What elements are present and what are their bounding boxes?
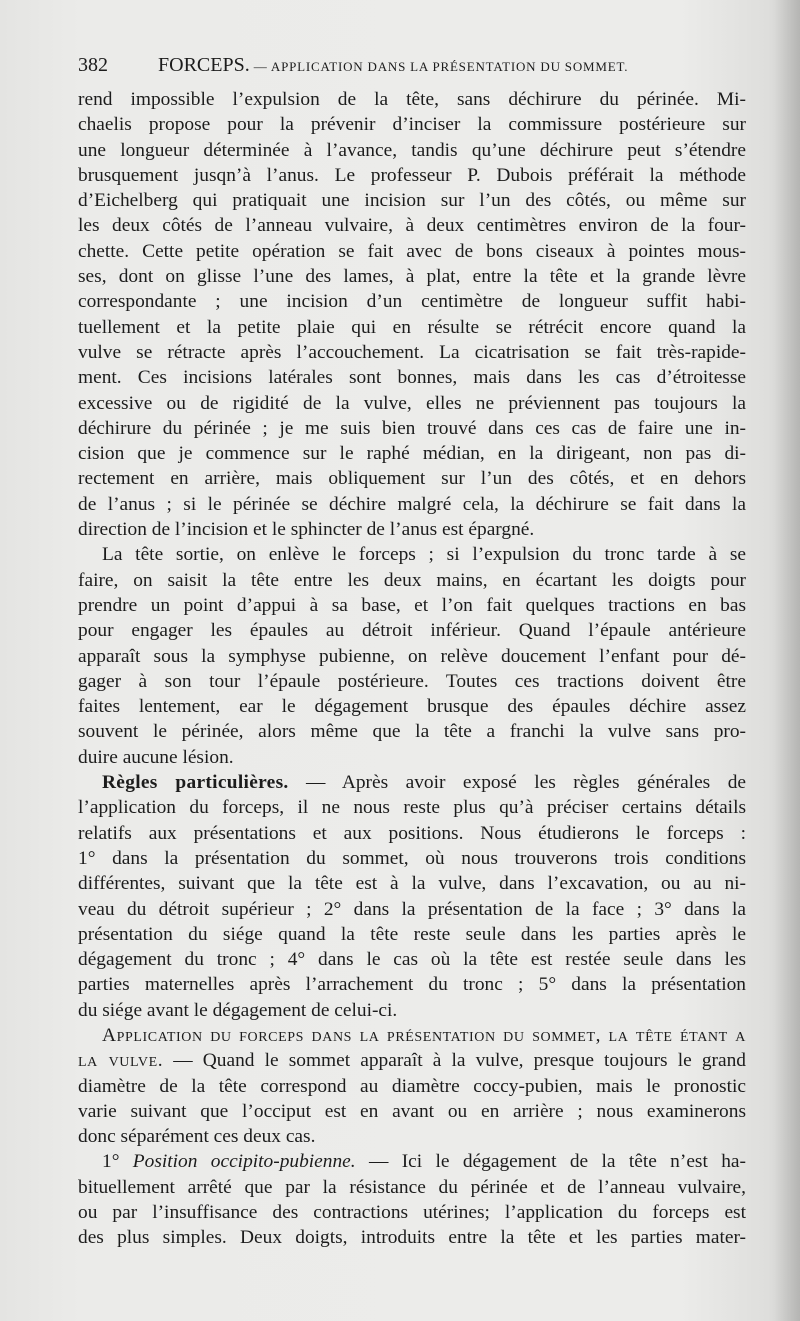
paragraph-perineum-incision [78, 87, 746, 542]
text-line: donc séparément ces deux cas. [78, 1126, 316, 1148]
text-line: bituellement arrêté que par la résistance du périnée et de l’anneau vulvaire, [78, 1176, 746, 1198]
subsection-continuation: — Quand le sommet apparaît à la vulve, presque toujours le grand [163, 1050, 746, 1072]
page-number: 382 [78, 54, 108, 76]
text-line: ses, dont on glisse l’une des lames, à plat, entre la tête et la grande lèvre [78, 266, 746, 288]
text-line [78, 1149, 746, 1174]
running-title [158, 54, 628, 77]
text-line: cision que je commence sur le raphé médian, en la dirigeant, non pas di- [78, 443, 746, 465]
text-line: excessive ou de rigidité de la vulve, elles ne préviennent pas toujours la [78, 392, 746, 414]
subsection-heading: Application du forceps dans la présentation du sommet, la tête étant a [102, 1024, 746, 1046]
text-line: gager à son tour l’épaule postérieure. Toutes ces tractions doivent être [78, 670, 746, 692]
text-line: varie suivant que l’occiput est en avant ou en arrière ; nous examinerons [78, 1100, 746, 1122]
text-line: rectement en arrière, mais obliquement sur l’un des côtés, et en dehors [78, 468, 746, 490]
text-line: La tête sortie, on enlève le forceps ; si l’expulsion du tronc tarde à se [102, 544, 746, 566]
text-line: diamètre de la tête correspond au diamètre coccy-pubien, mais le pronostic [78, 1075, 746, 1097]
text-line: brusquement jusqn’à l’anus. Le professeur P. Dubois préférait la méthode [78, 164, 746, 186]
text-line: dégagement du tronc ; 4° dans le cas où la tête est restée seule dans les [78, 949, 746, 971]
text-line: correspondante ; une incision d’un centimètre de longueur suffit habi- [78, 291, 746, 313]
running-header [78, 54, 748, 84]
text-line: faire, on saisit la tête entre les deux mains, en écartant les doigts pour [78, 569, 746, 591]
list-number: 1° [102, 1151, 133, 1173]
text-line: ment. Ces incisions latérales sont bonnes, mais dans les cas d’étroitesse [78, 367, 746, 389]
text-line: relatifs aux présentations et aux positions. Nous étudierons le forceps : [78, 822, 746, 844]
position-continuation: — Ici le dégagement de la tête n’est ha- [355, 1151, 746, 1173]
text-line: tuellement et la petite plaie qui en résulte se rétrécit encore quand la [78, 316, 746, 338]
position-title: Position occipito-pubienne. [132, 1151, 356, 1173]
text-line: chaelis propose pour la prévenir d’inciser la commissure postérieure sur [78, 114, 746, 136]
body-text [78, 87, 746, 1251]
text-line: différentes, suivant que la tête est à la vulve, dans l’excavation, ou au ni- [78, 873, 746, 895]
text-line: de l’anus ; si le périnée se déchire malgré cela, la déchirure se fait dans la [78, 493, 746, 515]
text-line: déchirure du périnée ; je me suis bien trouvé dans ces cas de faire une in- [78, 417, 746, 439]
text-line: prendre un point d’appui à sa base, et l’on fait quelques tractions en bas [78, 594, 746, 616]
text-line: parties maternelles après l’arrachement du tronc ; 5° dans la présentation [78, 974, 746, 996]
paragraph-occipito-pubic [78, 1149, 746, 1250]
subsection-heading-end: la vulve. [78, 1050, 164, 1072]
running-title-rest: — APPLICATION DANS LA PRÉSENTATION DU SOMMET. [249, 59, 629, 74]
text-line: présentation du siége quand la tête reste seule dans les parties après le [78, 923, 746, 945]
text-line: d’Eichelberg qui pratiquait une incision sur l’un des côtés, ou même sur [78, 190, 746, 212]
text-line: duire aucune lésion. [78, 746, 234, 768]
section-heading: Règles particulières. [102, 772, 289, 794]
text-line [78, 1048, 746, 1073]
text-line: rend impossible l’expulsion de la tête, sans déchirure du périnée. Mi- [78, 89, 746, 110]
text-line: une longueur déterminée à l’avance, tandis qu’une déchirure peut s’étendre [78, 139, 746, 161]
text-line: pour engager les épaules au détroit inférieur. Quand l’épaule antérieure [78, 620, 746, 642]
text-line: ou par l’insuffisance des contractions utérines; l’application du forceps est [78, 1202, 746, 1224]
text-line: apparaît sous la symphyse pubienne, on relève doucement l’enfant pour dé- [78, 645, 746, 667]
text-line: veau du détroit supérieur ; 2° dans la présentation de la face ; 3° dans la [78, 898, 746, 920]
text-line: des plus simples. Deux doigts, introduits entre la tête et les parties mater- [78, 1227, 746, 1249]
text-line: vulve se rétracte après l’accouchement. La cicatrisation se fait très-rapide- [78, 341, 746, 363]
page-edge-shadow [774, 0, 800, 1321]
text-line: les deux côtés de l’anneau vulvaire, à deux centimètres environ de la four- [78, 215, 746, 237]
paragraph-special-rules [78, 770, 746, 1023]
text-line: direction de l’incision et le sphincter de l’anus est épargné. [78, 519, 535, 541]
text-line: faites lentement, ear le dégagement brusque des épaules déchire assez [78, 696, 746, 718]
heading-continuation: — Après avoir exposé les règles générales de [288, 772, 746, 794]
paragraph-vertex-at-vulva [78, 1023, 746, 1149]
text-line [78, 770, 746, 795]
text-line: chette. Cette petite opération se fait avec de bons ciseaux à pointes mous- [78, 240, 746, 262]
running-title-main: FORCEPS. [158, 54, 250, 76]
text-line: 1° dans la présentation du sommet, où nous trouverons trois conditions [78, 847, 746, 869]
text-line: l’application du forceps, il ne nous reste plus qu’à préciser certains détails [78, 797, 746, 819]
paragraph-head-delivery [78, 542, 746, 770]
text-line: souvent le périnée, alors même que la tête a franchi la vulve sans pro- [78, 721, 746, 743]
text-line: du siége avant le dégagement de celui-ci. [78, 999, 398, 1021]
